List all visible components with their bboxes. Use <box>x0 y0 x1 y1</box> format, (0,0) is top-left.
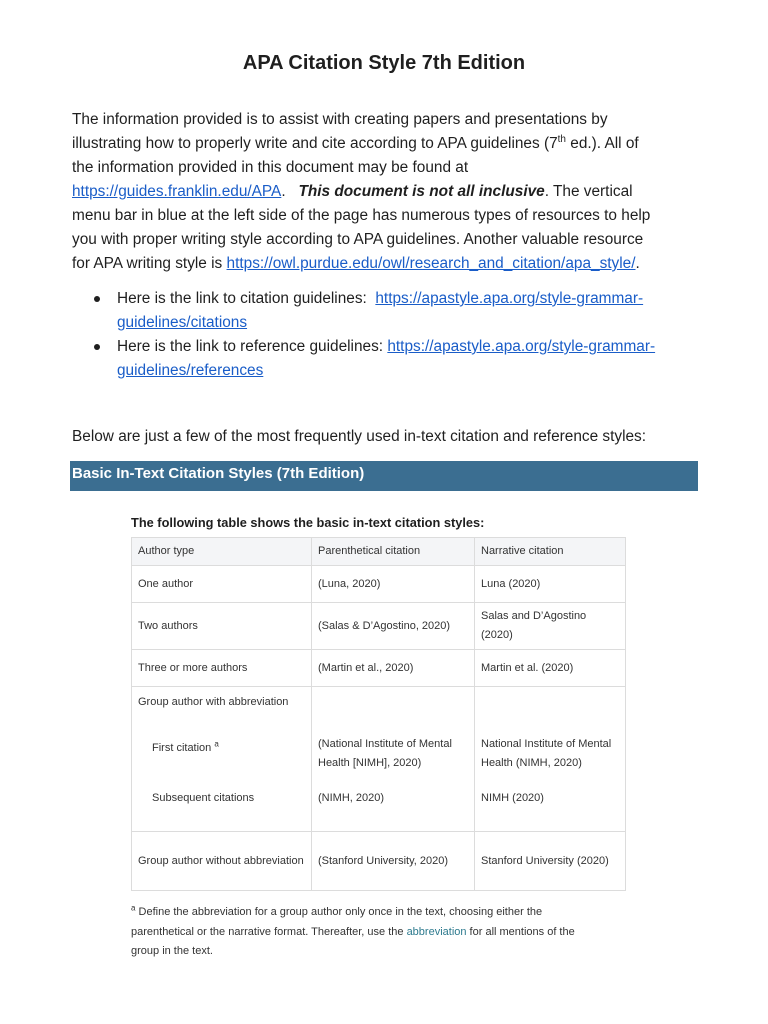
para-line: menu bar in blue at the left side of the page has numerous types of resources to help <box>72 207 651 224</box>
document-title: APA Citation Style 7th Edition <box>242 52 526 74</box>
citation-guidelines-link[interactable]: https://apastyle.apa.org/style-grammar- <box>375 290 644 307</box>
para-text: for APA writing style is <box>72 255 227 272</box>
bullet-text: Here is the link to reference guidelines: <box>117 338 388 355</box>
bullet-list <box>72 287 712 383</box>
cell-author-type: One author <box>132 566 312 603</box>
col-parenthetical: Parenthetical citation <box>312 538 475 566</box>
para-line: the information provided in this document may be found at <box>72 159 469 176</box>
cell-parenthetical: (Luna, 2020) <box>312 566 475 603</box>
group-author-label: Group author with abbreviation <box>138 696 289 708</box>
purdue-owl-link[interactable]: https://owl.purdue.edu/owl/research_and_citation/apa_style/ <box>226 255 636 272</box>
cell-narrative: Luna (2020) <box>475 566 626 603</box>
bullet-icon <box>94 296 100 302</box>
section-header-title: Basic In-Text Citation Styles (7th Edition) <box>72 465 365 482</box>
col-narrative: Narrative citation <box>475 538 626 566</box>
superscript: th <box>557 133 566 145</box>
styles-intro: Below are just a few of the most frequently used in-text citation and reference styles: <box>72 428 647 445</box>
table-footnote <box>131 903 601 962</box>
cell-narrative: Martin et al. (2020) <box>475 650 626 687</box>
bullet-line <box>117 359 712 383</box>
footnote-text: Define the abbreviation for a group author only once in the text, choosing either the parenthetical or the narrative format. Thereafter, use the <box>131 906 543 938</box>
subsequent-citation-label: Subsequent citations <box>152 792 255 804</box>
section-header-bar <box>70 461 698 491</box>
table-header-row <box>132 538 626 566</box>
intro-paragraph <box>72 108 702 276</box>
para-text: illustrating how to properly write and cite according to APA guidelines (7 <box>72 135 558 152</box>
para-line <box>72 132 702 156</box>
cell-author-type <box>132 687 312 832</box>
first-citation-label <box>138 735 305 787</box>
table-caption: The following table shows the basic in-text citation styles: <box>131 515 485 530</box>
first-citation-narrative: National Institute of Mental Health (NIMH, 2020) <box>481 738 612 769</box>
para-line <box>72 180 702 204</box>
cell-narrative: Salas and D’Agostino (2020) <box>475 603 626 650</box>
para-line: you with proper writing style according to APA guidelines. Another valuable resource <box>72 231 644 248</box>
cell-parenthetical: (Stanford University, 2020) <box>312 832 475 891</box>
para-text: ed.). All of <box>565 135 639 152</box>
bullet-line <box>117 287 712 311</box>
subsequent-narrative: NIMH (2020) <box>481 792 544 804</box>
table-row <box>132 566 626 603</box>
table-row <box>132 603 626 650</box>
footnote-marker: a <box>131 903 136 913</box>
bullet-text: Here is the link to citation guidelines: <box>117 290 376 307</box>
list-item <box>72 287 712 335</box>
bullet-line <box>117 311 712 335</box>
cell-author-type: Two authors <box>132 603 312 650</box>
abbreviation-link[interactable]: abbreviation <box>406 925 467 938</box>
para-text: . <box>281 183 299 200</box>
first-citation-parenthetical: (National Institute of Mental Health [NIMH], 2020) <box>318 738 452 769</box>
table-row-group <box>132 687 626 832</box>
cell-narrative <box>475 687 626 832</box>
footnote-marker: a <box>214 739 219 749</box>
not-inclusive-note: This document is not all inclusive <box>298 183 545 200</box>
bullet-icon <box>94 344 100 350</box>
reference-guidelines-link[interactable]: https://apastyle.apa.org/style-grammar- <box>387 338 656 355</box>
cell-author-type: Group author without abbreviation <box>132 832 312 891</box>
cell-parenthetical: (Martin et al., 2020) <box>312 650 475 687</box>
para-line: The information provided is to assist with creating papers and presentations by <box>72 111 608 128</box>
citation-guidelines-link-cont[interactable]: guidelines/citations <box>117 314 248 331</box>
first-citation-text: First citation <box>152 742 212 754</box>
para-text: . The vertical <box>544 183 633 200</box>
table-row <box>132 832 626 891</box>
cell-parenthetical: (Salas & D’Agostino, 2020) <box>312 603 475 650</box>
cell-author-type: Three or more authors <box>132 650 312 687</box>
footnote-text: for all mentions of the group in the text. <box>131 925 575 957</box>
table-row <box>132 650 626 687</box>
list-item <box>72 335 712 383</box>
reference-guidelines-link-cont[interactable]: guidelines/references <box>117 362 264 379</box>
para-text: . <box>635 255 640 272</box>
cell-narrative: Stanford University (2020) <box>475 832 626 891</box>
subsequent-parenthetical: (NIMH, 2020) <box>318 792 385 804</box>
para-line <box>72 252 702 276</box>
franklin-guide-link[interactable]: https://guides.franklin.edu/APA <box>72 183 282 200</box>
bullet-line <box>117 335 712 359</box>
col-author-type: Author type <box>132 538 312 566</box>
citation-table <box>131 537 626 891</box>
cell-parenthetical <box>312 687 475 832</box>
